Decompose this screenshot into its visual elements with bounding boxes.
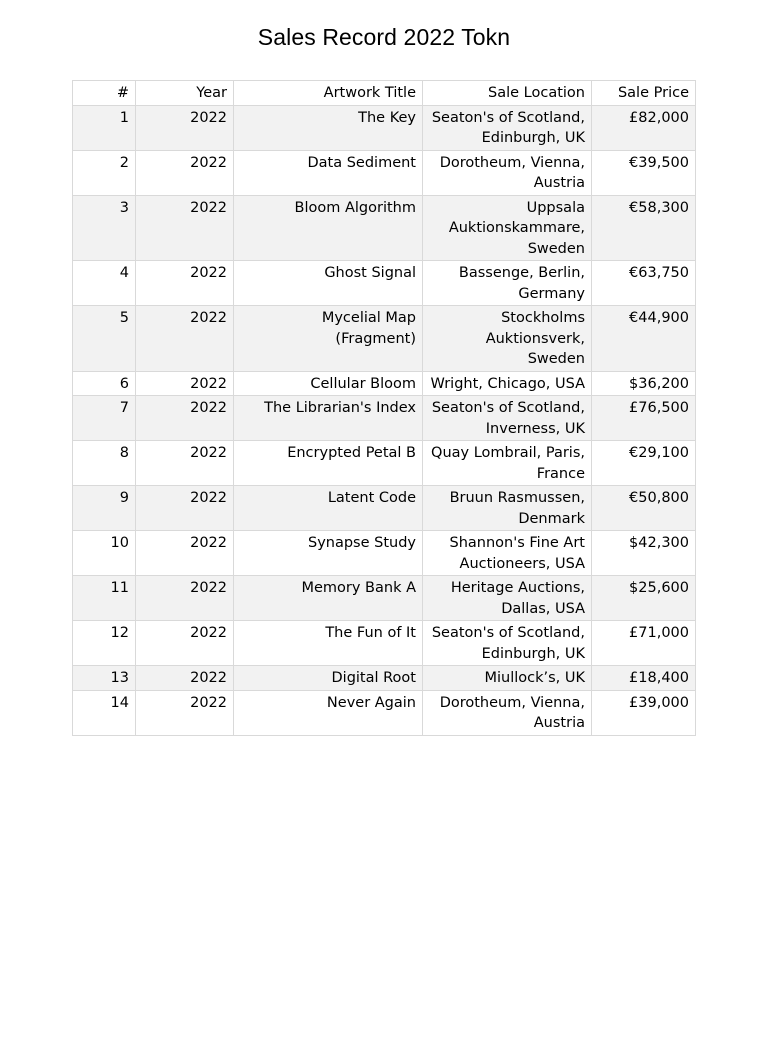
cell-artwork-title: Mycelial Map (Fragment) <box>234 306 423 372</box>
page-title: Sales Record 2022 Tokn <box>257 24 511 50</box>
cell-sale-location: Wright, Chicago, USA <box>423 371 592 396</box>
cell-sale-price: £39,000 <box>592 690 696 735</box>
table-row <box>73 261 696 306</box>
cell-artwork-title: Encrypted Petal B <box>234 441 423 486</box>
cell-sale-location: Shannon's Fine Art Auctioneers, USA <box>423 531 592 576</box>
cell-sale-price: €29,100 <box>592 441 696 486</box>
table-row <box>73 441 696 486</box>
table-row <box>73 576 696 621</box>
cell-year: 2022 <box>136 576 234 621</box>
table-row <box>73 486 696 531</box>
table-row <box>73 195 696 261</box>
cell-year: 2022 <box>136 396 234 441</box>
cell-sale-price: €39,500 <box>592 150 696 195</box>
sales-table <box>72 80 696 736</box>
cell-artwork-title: The Fun of It <box>234 621 423 666</box>
cell-sale-price: £18,400 <box>592 666 696 691</box>
column-header-artwork-title: Artwork Title <box>234 81 423 106</box>
cell-sale-location: Heritage Auctions, Dallas, USA <box>423 576 592 621</box>
cell-sale-price: $36,200 <box>592 371 696 396</box>
cell-artwork-title: The Key <box>234 105 423 150</box>
cell-sale-price: $25,600 <box>592 576 696 621</box>
cell-sale-price: $42,300 <box>592 531 696 576</box>
table-row <box>73 150 696 195</box>
cell-number: 8 <box>73 441 136 486</box>
table-header-row <box>73 81 696 106</box>
cell-artwork-title: Memory Bank A <box>234 576 423 621</box>
cell-number: 5 <box>73 306 136 372</box>
table-row <box>73 666 696 691</box>
cell-number: 11 <box>73 576 136 621</box>
cell-number: 4 <box>73 261 136 306</box>
cell-artwork-title: Latent Code <box>234 486 423 531</box>
cell-year: 2022 <box>136 486 234 531</box>
cell-year: 2022 <box>136 150 234 195</box>
cell-sale-price: £82,000 <box>592 105 696 150</box>
cell-sale-location: Dorotheum, Vienna, Austria <box>423 150 592 195</box>
cell-sale-price: €50,800 <box>592 486 696 531</box>
column-header-sale-location: Sale Location <box>423 81 592 106</box>
cell-year: 2022 <box>136 621 234 666</box>
cell-number: 10 <box>73 531 136 576</box>
cell-year: 2022 <box>136 306 234 372</box>
table-row <box>73 531 696 576</box>
cell-sale-location: Seaton's of Scotland, Edinburgh, UK <box>423 105 592 150</box>
cell-number: 12 <box>73 621 136 666</box>
cell-artwork-title: Cellular Bloom <box>234 371 423 396</box>
cell-sale-price: £76,500 <box>592 396 696 441</box>
table-row <box>73 371 696 396</box>
cell-sale-price: £71,000 <box>592 621 696 666</box>
table-row <box>73 105 696 150</box>
cell-year: 2022 <box>136 690 234 735</box>
cell-number: 1 <box>73 105 136 150</box>
cell-year: 2022 <box>136 105 234 150</box>
table-row <box>73 396 696 441</box>
cell-number: 14 <box>73 690 136 735</box>
cell-number: 3 <box>73 195 136 261</box>
cell-sale-location: Stockholms Auktionsverk, Sweden <box>423 306 592 372</box>
cell-artwork-title: Digital Root <box>234 666 423 691</box>
cell-year: 2022 <box>136 666 234 691</box>
cell-artwork-title: Ghost Signal <box>234 261 423 306</box>
cell-artwork-title: Never Again <box>234 690 423 735</box>
cell-sale-location: Quay Lombrail, Paris, France <box>423 441 592 486</box>
cell-number: 13 <box>73 666 136 691</box>
cell-year: 2022 <box>136 531 234 576</box>
cell-year: 2022 <box>136 371 234 396</box>
cell-artwork-title: Synapse Study <box>234 531 423 576</box>
cell-sale-price: €58,300 <box>592 195 696 261</box>
cell-year: 2022 <box>136 441 234 486</box>
cell-year: 2022 <box>136 261 234 306</box>
cell-artwork-title: Data Sediment <box>234 150 423 195</box>
cell-artwork-title: The Librarian's Index <box>234 396 423 441</box>
cell-number: 9 <box>73 486 136 531</box>
cell-sale-location: Bassenge, Berlin, Germany <box>423 261 592 306</box>
cell-year: 2022 <box>136 195 234 261</box>
cell-sale-price: €44,900 <box>592 306 696 372</box>
cell-sale-location: Seaton's of Scotland, Inverness, UK <box>423 396 592 441</box>
cell-number: 6 <box>73 371 136 396</box>
cell-artwork-title: Bloom Algorithm <box>234 195 423 261</box>
table-row <box>73 690 696 735</box>
cell-number: 2 <box>73 150 136 195</box>
column-header-sale-price: Sale Price <box>592 81 696 106</box>
column-header-year: Year <box>136 81 234 106</box>
cell-sale-location: Miullock’s, UK <box>423 666 592 691</box>
table-row <box>73 306 696 372</box>
cell-sale-location: Uppsala Auktionskammare, Sweden <box>423 195 592 261</box>
cell-sale-price: €63,750 <box>592 261 696 306</box>
cell-sale-location: Bruun Rasmussen, Denmark <box>423 486 592 531</box>
table-row <box>73 621 696 666</box>
cell-sale-location: Seaton's of Scotland, Edinburgh, UK <box>423 621 592 666</box>
column-header-number: # <box>73 81 136 106</box>
table-body <box>73 105 696 735</box>
cell-number: 7 <box>73 396 136 441</box>
cell-sale-location: Dorotheum, Vienna, Austria <box>423 690 592 735</box>
